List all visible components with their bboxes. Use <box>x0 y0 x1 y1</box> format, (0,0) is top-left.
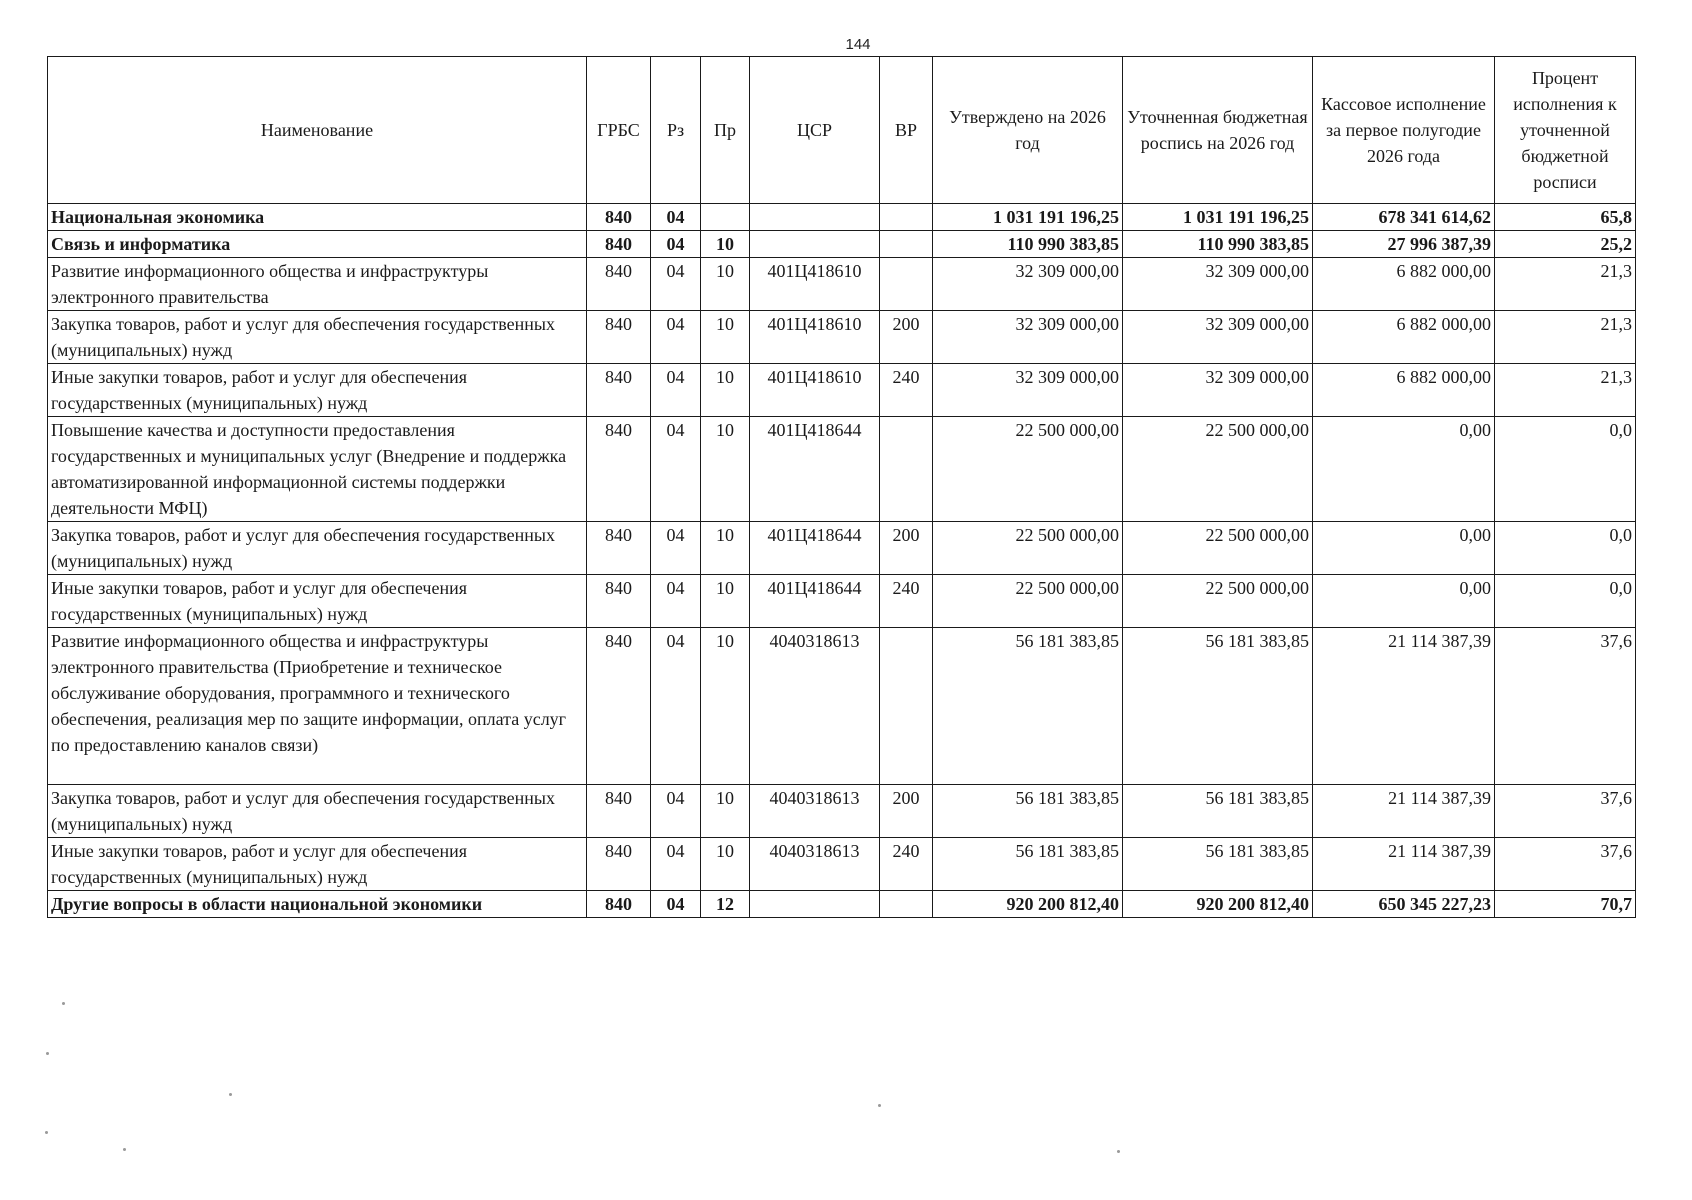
row-cash: 21 114 387,39 <box>1313 785 1495 838</box>
row-refined: 22 500 000,00 <box>1123 522 1313 575</box>
row-rz: 04 <box>651 417 701 522</box>
row-pr: 10 <box>701 522 750 575</box>
row-vr: 200 <box>880 311 933 364</box>
budget-execution-table <box>47 56 1636 918</box>
row-percent: 37,6 <box>1495 838 1636 891</box>
table-row <box>48 258 1636 311</box>
row-pr: 10 <box>701 575 750 628</box>
row-csr <box>750 891 880 918</box>
row-name: Закупка товаров, работ и услуг для обеспечения государственных (муниципальных) нужд <box>48 522 587 575</box>
row-approved: 32 309 000,00 <box>933 311 1123 364</box>
row-pr <box>701 204 750 231</box>
row-csr <box>750 204 880 231</box>
row-rz: 04 <box>651 575 701 628</box>
header-rz: Рз <box>651 57 701 204</box>
row-vr: 240 <box>880 364 933 417</box>
table-row <box>48 891 1636 918</box>
table-row <box>48 628 1636 785</box>
table-header <box>48 57 1636 204</box>
row-approved: 56 181 383,85 <box>933 785 1123 838</box>
row-vr <box>880 628 933 785</box>
row-refined: 920 200 812,40 <box>1123 891 1313 918</box>
row-cash: 21 114 387,39 <box>1313 838 1495 891</box>
row-pr: 10 <box>701 231 750 258</box>
row-name: Закупка товаров, работ и услуг для обеспечения государственных (муниципальных) нужд <box>48 311 587 364</box>
header-grbs: ГРБС <box>587 57 651 204</box>
row-percent: 25,2 <box>1495 231 1636 258</box>
row-vr <box>880 231 933 258</box>
row-rz: 04 <box>651 628 701 785</box>
row-approved: 32 309 000,00 <box>933 364 1123 417</box>
row-cash: 0,00 <box>1313 522 1495 575</box>
row-percent: 37,6 <box>1495 628 1636 785</box>
row-grbs: 840 <box>587 311 651 364</box>
row-approved: 32 309 000,00 <box>933 258 1123 311</box>
row-refined: 110 990 383,85 <box>1123 231 1313 258</box>
scan-speck <box>46 1052 49 1055</box>
scan-speck <box>62 1002 65 1005</box>
row-name: Закупка товаров, работ и услуг для обеспечения государственных (муниципальных) нужд <box>48 785 587 838</box>
row-grbs: 840 <box>587 575 651 628</box>
header-percent: Процент исполнения к уточненной бюджетной росписи <box>1495 57 1636 204</box>
scan-speck <box>45 1131 48 1134</box>
row-grbs: 840 <box>587 838 651 891</box>
row-csr <box>750 231 880 258</box>
header-refined: Уточненная бюджетная роспись на 2026 год <box>1123 57 1313 204</box>
header-csr: ЦСР <box>750 57 880 204</box>
row-grbs: 840 <box>587 204 651 231</box>
row-name: Развитие информационного общества и инфраструктуры электронного правительства (Приобретение и техническое обслуживание оборудования, программного и технического обеспечения, реализация мер по защите информации, оплата услуг по предоставлению каналов связи) <box>48 628 587 785</box>
row-vr: 200 <box>880 785 933 838</box>
table-row <box>48 364 1636 417</box>
row-cash: 650 345 227,23 <box>1313 891 1495 918</box>
table-row <box>48 204 1636 231</box>
table-row <box>48 785 1636 838</box>
row-approved: 56 181 383,85 <box>933 838 1123 891</box>
header-pr: Пр <box>701 57 750 204</box>
header-vr: ВР <box>880 57 933 204</box>
row-pr: 10 <box>701 417 750 522</box>
row-pr: 10 <box>701 785 750 838</box>
row-approved: 1 031 191 196,25 <box>933 204 1123 231</box>
row-approved: 22 500 000,00 <box>933 575 1123 628</box>
row-vr <box>880 417 933 522</box>
row-cash: 0,00 <box>1313 417 1495 522</box>
row-name: Связь и информатика <box>48 231 587 258</box>
scan-speck <box>229 1093 232 1096</box>
row-csr: 4040318613 <box>750 838 880 891</box>
row-cash: 6 882 000,00 <box>1313 258 1495 311</box>
row-cash: 0,00 <box>1313 575 1495 628</box>
row-rz: 04 <box>651 785 701 838</box>
table-row <box>48 522 1636 575</box>
row-csr: 4040318613 <box>750 628 880 785</box>
scan-speck <box>123 1148 126 1151</box>
table-row <box>48 417 1636 522</box>
row-refined: 22 500 000,00 <box>1123 417 1313 522</box>
row-percent: 37,6 <box>1495 785 1636 838</box>
header-approved: Утверждено на 2026 год <box>933 57 1123 204</box>
row-refined: 22 500 000,00 <box>1123 575 1313 628</box>
row-cash: 6 882 000,00 <box>1313 364 1495 417</box>
row-vr: 240 <box>880 838 933 891</box>
row-approved: 56 181 383,85 <box>933 628 1123 785</box>
row-rz: 04 <box>651 364 701 417</box>
row-csr: 401Ц418644 <box>750 575 880 628</box>
table-row <box>48 311 1636 364</box>
row-csr: 4040318613 <box>750 785 880 838</box>
row-percent: 70,7 <box>1495 891 1636 918</box>
row-vr: 240 <box>880 575 933 628</box>
row-rz: 04 <box>651 231 701 258</box>
row-percent: 21,3 <box>1495 258 1636 311</box>
header-row <box>48 57 1636 204</box>
row-rz: 04 <box>651 258 701 311</box>
row-csr: 401Ц418644 <box>750 417 880 522</box>
row-refined: 32 309 000,00 <box>1123 311 1313 364</box>
row-pr: 10 <box>701 364 750 417</box>
row-cash: 21 114 387,39 <box>1313 628 1495 785</box>
row-percent: 21,3 <box>1495 364 1636 417</box>
row-name: Развитие информационного общества и инфраструктуры электронного правительства <box>48 258 587 311</box>
table-row <box>48 838 1636 891</box>
row-refined: 1 031 191 196,25 <box>1123 204 1313 231</box>
row-refined: 56 181 383,85 <box>1123 628 1313 785</box>
row-rz: 04 <box>651 204 701 231</box>
table-row <box>48 575 1636 628</box>
row-pr: 10 <box>701 311 750 364</box>
row-cash: 6 882 000,00 <box>1313 311 1495 364</box>
row-cash: 27 996 387,39 <box>1313 231 1495 258</box>
row-grbs: 840 <box>587 258 651 311</box>
table-body <box>48 204 1636 918</box>
row-rz: 04 <box>651 838 701 891</box>
row-grbs: 840 <box>587 231 651 258</box>
row-rz: 04 <box>651 891 701 918</box>
table-row <box>48 231 1636 258</box>
row-name: Повышение качества и доступности предоставления государственных и муниципальных услуг (Внедрение и поддержка автоматизированной информационной системы поддержки деятельности МФЦ) <box>48 417 587 522</box>
row-refined: 56 181 383,85 <box>1123 838 1313 891</box>
row-vr <box>880 258 933 311</box>
row-vr <box>880 204 933 231</box>
row-vr: 200 <box>880 522 933 575</box>
row-cash: 678 341 614,62 <box>1313 204 1495 231</box>
row-grbs: 840 <box>587 364 651 417</box>
row-pr: 10 <box>701 258 750 311</box>
row-percent: 0,0 <box>1495 417 1636 522</box>
row-csr: 401Ц418610 <box>750 364 880 417</box>
row-percent: 0,0 <box>1495 575 1636 628</box>
row-percent: 21,3 <box>1495 311 1636 364</box>
row-vr <box>880 891 933 918</box>
scan-speck <box>878 1104 881 1107</box>
row-name: Иные закупки товаров, работ и услуг для обеспечения государственных (муниципальных) нужд <box>48 575 587 628</box>
row-pr: 10 <box>701 628 750 785</box>
row-pr: 12 <box>701 891 750 918</box>
row-name: Национальная экономика <box>48 204 587 231</box>
row-approved: 920 200 812,40 <box>933 891 1123 918</box>
page-number: 144 <box>845 36 871 53</box>
row-refined: 32 309 000,00 <box>1123 364 1313 417</box>
row-grbs: 840 <box>587 417 651 522</box>
row-name: Другие вопросы в области национальной экономики <box>48 891 587 918</box>
row-grbs: 840 <box>587 785 651 838</box>
header-cash: Кассовое исполнение за первое полугодие 2026 года <box>1313 57 1495 204</box>
row-grbs: 840 <box>587 628 651 785</box>
row-grbs: 840 <box>587 891 651 918</box>
row-refined: 32 309 000,00 <box>1123 258 1313 311</box>
row-csr: 401Ц418610 <box>750 258 880 311</box>
row-name: Иные закупки товаров, работ и услуг для обеспечения государственных (муниципальных) нужд <box>48 364 587 417</box>
row-rz: 04 <box>651 522 701 575</box>
scan-speck <box>1117 1150 1120 1153</box>
row-approved: 22 500 000,00 <box>933 522 1123 575</box>
row-percent: 65,8 <box>1495 204 1636 231</box>
row-name: Иные закупки товаров, работ и услуг для обеспечения государственных (муниципальных) нужд <box>48 838 587 891</box>
row-csr: 401Ц418644 <box>750 522 880 575</box>
header-name: Наименование <box>48 57 587 204</box>
row-refined: 56 181 383,85 <box>1123 785 1313 838</box>
row-rz: 04 <box>651 311 701 364</box>
row-csr: 401Ц418610 <box>750 311 880 364</box>
row-grbs: 840 <box>587 522 651 575</box>
row-percent: 0,0 <box>1495 522 1636 575</box>
row-pr: 10 <box>701 838 750 891</box>
row-approved: 22 500 000,00 <box>933 417 1123 522</box>
row-approved: 110 990 383,85 <box>933 231 1123 258</box>
